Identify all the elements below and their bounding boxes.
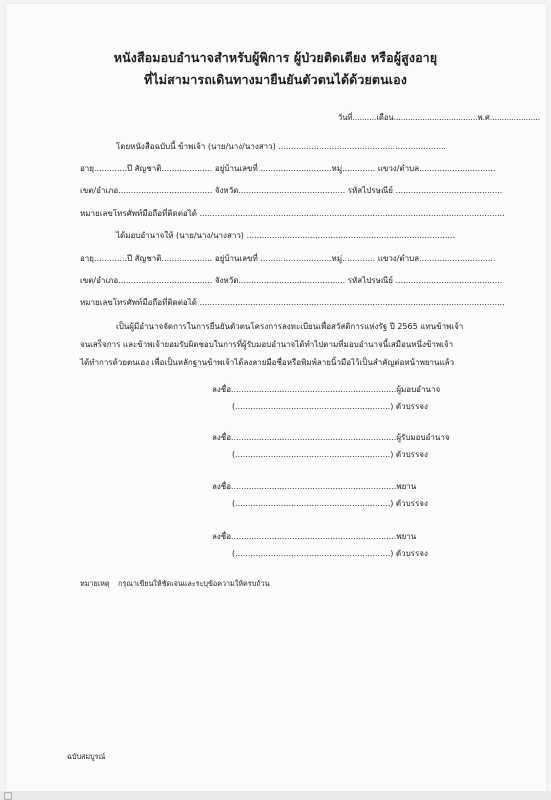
date-line: วันที่..........เดือน...................................พ.ศ..................... bbox=[338, 113, 541, 122]
signature-grantee: ลงชื่อ.................................................................ผู้รับมอบอำนาจ bbox=[212, 433, 450, 442]
scanner-footer-bar bbox=[0, 791, 551, 800]
note-text: กรุณาเขียนให้ชัดเจนและระบุข้อความให้ครบถ้วน bbox=[118, 579, 270, 588]
signature-grantee-name: (.............................................................) ตัวบรรจง bbox=[232, 450, 428, 459]
authorization-paragraph-line3: ได้ทำการด้วยตนเอง เพื่อเป็นหลักฐานข้าพเจ้าได้ลงลายมือชื่อหรือพิมพ์ลายนิ้วมือไว้เป็นสำคัญต่อหน้าพยานแล้ว bbox=[80, 358, 455, 367]
signature-witness-1: ลงชื่อ.................................................................พยาน bbox=[212, 482, 417, 491]
signature-witness-2: ลงชื่อ.................................................................พยาน bbox=[212, 532, 417, 541]
note-label: หมายเหตุ bbox=[80, 579, 110, 588]
authorization-paragraph-line1: เป็นผู้มีอำนาจจัดการในการยืนยันตัวตนโครงการลงทะเบียนเพื่อสวัสดิการแห่งรัฐ ปี 2565 แทนข้าพเจ้า bbox=[116, 322, 464, 331]
grantee-address-row2: เขต/อำเภอ..................................... จังหวัด.......................................... รหัสไปรษณีย์ .......................................... bbox=[80, 276, 503, 285]
signature-grantor-name: (.............................................................) ตัวบรรจง bbox=[232, 402, 428, 411]
scanner-badge bbox=[4, 792, 12, 799]
grantee-phone-row: หมายเลขโทรศัพท์มือถือที่ติดต่อได้ ........................................................................................................................ bbox=[80, 298, 505, 307]
signature-witness-2-name: (.............................................................) ตัวบรรจง bbox=[232, 549, 428, 558]
document-title-line2: ที่ไม่สามารถเดินทางมายืนยันตัวตนได้ด้วยตนเอง bbox=[144, 72, 407, 87]
grantee-intro: ได้มอบอำนาจให้ (นาย/นาง/นางสาว) .................................................................................. bbox=[116, 231, 455, 240]
footer-label: ฉบับสมบูรณ์ bbox=[67, 752, 106, 761]
grantor-address-row2: เขต/อำเภอ..................................... จังหวัด.......................................... รหัสไปรษณีย์ .......................................... bbox=[80, 186, 503, 195]
grantor-intro: โดยหนังสือฉบับนี้ ข้าพเจ้า (นาย/นาง/นางสาว) .................................................................. bbox=[116, 142, 447, 151]
grantee-address-row1: อายุ.............ปี สัญชาติ.................... อยู่บ้านเลขที่ ............................หมู่............. แขวง/ตำบล.............................. bbox=[80, 254, 496, 263]
signature-grantor: ลงชื่อ.................................................................ผู้มอบอำนาจ bbox=[212, 385, 441, 394]
grantor-address-row1: อายุ.............ปี สัญชาติ.................... อยู่บ้านเลขที่ ............................หมู่............. แขวง/ตำบล.............................. bbox=[80, 164, 496, 173]
authorization-paragraph-line2: จนเสร็จการ และข้าพเจ้ายอมรับผิดชอบในการที่ผู้รับมอบอำนาจได้ทำไปตามที่มอบอำนาจนี้เสมือนหนึ่งข้าพเจ้า bbox=[80, 340, 454, 349]
signature-witness-1-name: (.............................................................) ตัวบรรจง bbox=[232, 499, 428, 508]
scanner-logo-icon bbox=[4, 792, 12, 800]
document-title-line1: หนังสือมอบอำนาจสำหรับผู้พิการ ผู้ป่วยติดเตียง หรือผู้สูงอายุ bbox=[113, 50, 438, 65]
grantor-phone-row: หมายเลขโทรศัพท์มือถือที่ติดต่อได้ ........................................................................................................................ bbox=[80, 209, 505, 218]
